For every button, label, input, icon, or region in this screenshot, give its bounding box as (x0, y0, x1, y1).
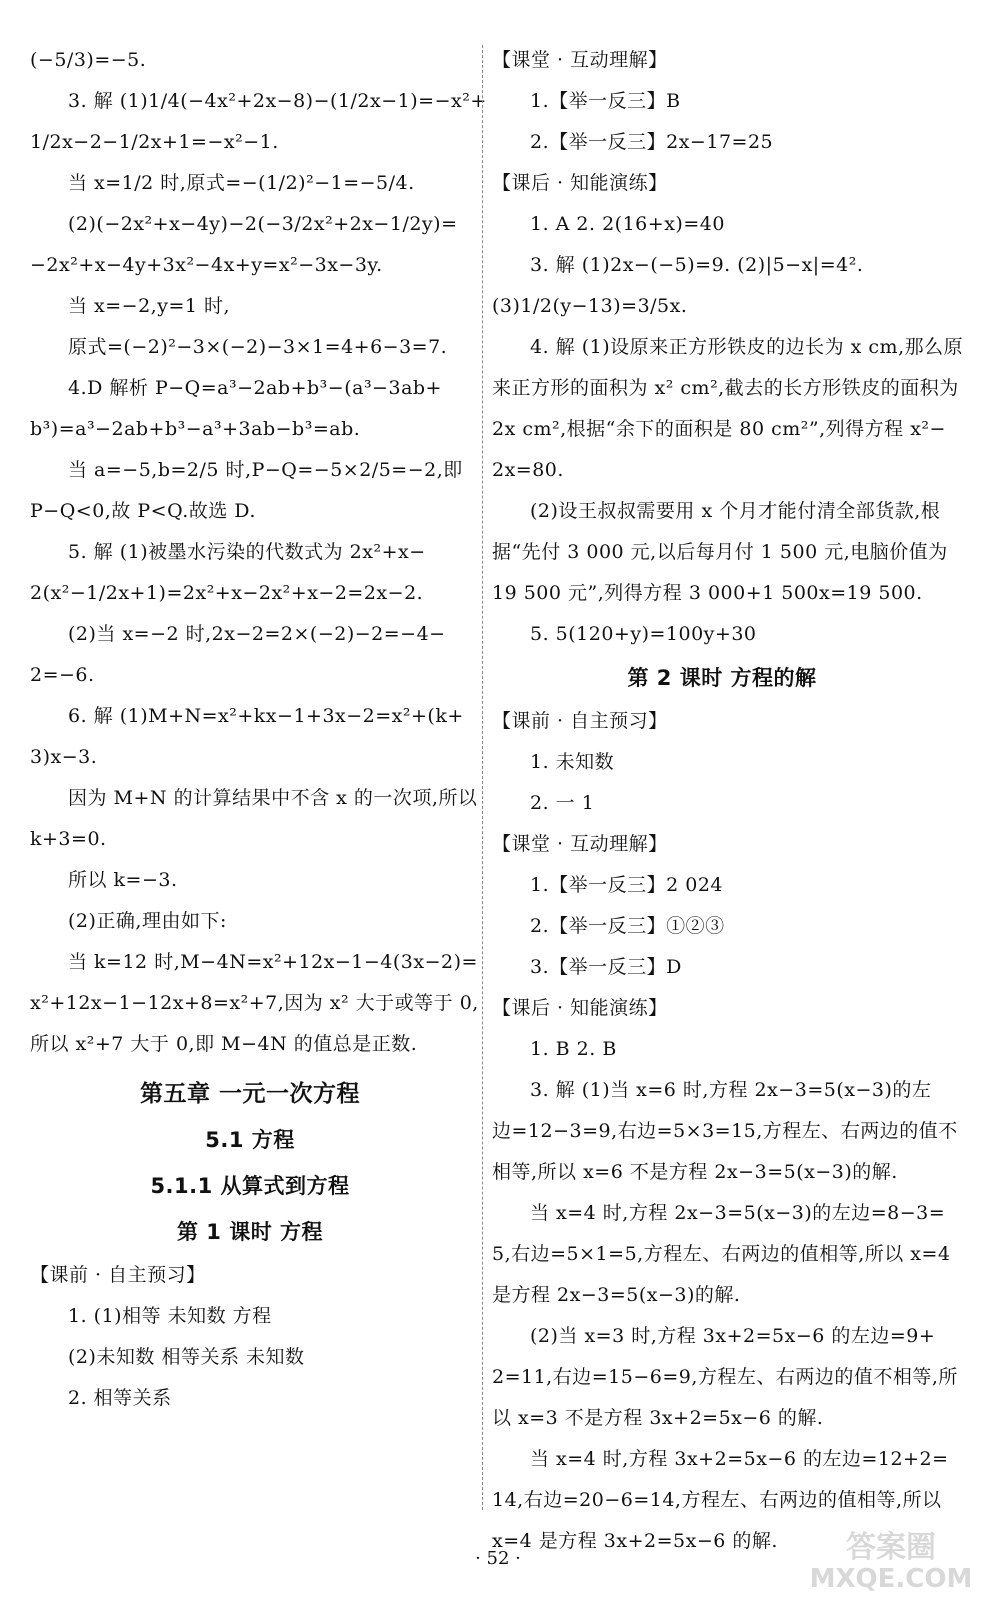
text-line: 【课后 · 知能演练】 (492, 997, 668, 1019)
section-title: 5.1 方程 (205, 1128, 295, 1152)
text-line: −2x²+x−4y+3x²−4x+y=x²−3x−3y. (30, 254, 383, 276)
text-line: 2x=80. (492, 459, 564, 481)
left-answer-lines (30, 40, 487, 1065)
text-line: 14,右边=20−6=14,方程左、右两边的值相等,所以 (492, 1489, 942, 1511)
text-line: 当 a=−5,b=2/5 时,P−Q=−5×2/5=−2,即 (68, 459, 463, 481)
text-line: 【课前 · 自主预习】 (30, 1264, 206, 1286)
text-line: 2(x²−1/2x+1)=2x²+x−2x²+x−2=2x−2. (30, 582, 424, 604)
text-line: k+3=0. (30, 828, 107, 850)
text-line: 当 x=−2,y=1 时, (68, 295, 231, 317)
chapter-title: 第五章 一元一次方程 (139, 1081, 360, 1107)
text-line: 当 x=1/2 时,原式=−(1/2)²−1=−5/4. (68, 172, 415, 194)
text-line: 边=12−3=9,右边=5×3=15,方程左、右两边的值不 (492, 1120, 958, 1142)
lesson1-title: 第 1 课时 方程 (176, 1220, 324, 1244)
text-line: 2=11,右边=15−6=9,方程左、右两边的值不相等,所 (492, 1366, 958, 1388)
text-line: x=4 是方程 3x+2=5x−6 的解. (492, 1530, 778, 1552)
text-line: 4.D 解析 P−Q=a³−2ab+b³−(a³−3ab+ (68, 377, 442, 399)
text-line: 2. 相等关系 (68, 1387, 172, 1409)
text-line: 【课堂 · 互动理解】 (492, 833, 668, 855)
text-line: 当 x=4 时,方程 2x−3=5(x−3)的左边=8−3= (530, 1202, 946, 1224)
text-line: 是方程 2x−3=5(x−3)的解. (492, 1284, 741, 1306)
lesson2-lines (492, 701, 958, 1562)
text-line: 3. 解 (1)2x−(−5)=9. (2)|5−x|=4². (530, 254, 864, 276)
watermark-logo (796, 1523, 986, 1593)
text-line: (2)当 x=−2 时,2x−2=2×(−2)−2=−4− (68, 623, 446, 645)
text-line: P−Q<0,故 P<Q.故选 D. (30, 500, 256, 522)
text-line: 1. A 2. 2(16+x)=40 (530, 213, 725, 235)
text-line: 2. 一 1 (530, 792, 595, 814)
left-column (30, 40, 487, 1559)
text-line: 2.【举一反三】2x−17=25 (530, 131, 774, 153)
watermark-text: 答案圈 (846, 1530, 936, 1565)
text-line: 当 k=12 时,M−4N=x²+12x−1−4(3x−2)= (68, 951, 478, 973)
text-line: 19 500 元”,列得方程 3 000+1 500x=19 500. (492, 582, 923, 604)
text-line: 原式=(−2)²−3×(−2)−3×1=4+6−3=7. (68, 336, 448, 358)
text-line: 5,右边=5×1=5,方程左、右两边的值相等,所以 x=4 (492, 1243, 951, 1265)
lesson2-title: 第 2 课时 方程的解 (627, 666, 817, 690)
text-line: 3. 解 (1)1/4(−4x²+2x−8)−(1/2x−1)=−x²+ (68, 90, 487, 112)
lesson1-preview-lines (30, 1255, 470, 1419)
text-line: (2)当 x=3 时,方程 3x+2=5x−6 的左边=9+ (530, 1325, 936, 1347)
subsection-title: 5.1.1 从算式到方程 (150, 1174, 350, 1198)
text-line: 4. 解 (1)设原来正方形铁皮的边长为 x cm,那么原 (530, 336, 964, 358)
right-column (492, 40, 964, 1559)
text-line: 1.【举一反三】2 024 (530, 874, 724, 896)
text-line: (2)(−2x²+x−4y)−2(−3/2x²+2x−1/2y)= (68, 213, 458, 235)
text-line: 相等,所以 x=6 不是方程 2x−3=5(x−3)的解. (492, 1161, 898, 1183)
text-line: 1/2x−2−1/2x+1=−x²−1. (30, 131, 279, 153)
text-line: 1. (1)相等 未知数 方程 (68, 1305, 272, 1327)
text-line: 3)x−3. (30, 746, 98, 768)
text-line: 1. B 2. B (530, 1038, 617, 1060)
page-number: · 52 · (475, 1548, 521, 1569)
text-line: 来正方形的面积为 x² cm²,截去的长方形铁皮的面积为 (492, 377, 959, 399)
text-line: (3)1/2(y−13)=3/5x. (492, 295, 688, 317)
text-line: 【课后 · 知能演练】 (492, 172, 668, 194)
text-line: 5. 解 (1)被墨水污染的代数式为 2x²+x− (68, 541, 426, 563)
text-line: x²+12x−1−12x+8=x²+7,因为 x² 大于或等于 0, (30, 992, 479, 1014)
lesson1-practice-lines (492, 40, 964, 655)
text-line: (2)正确,理由如下: (68, 910, 227, 932)
text-line: 6. 解 (1)M+N=x²+kx−1+3x−2=x²+(k+ (68, 705, 464, 727)
text-line: 【课前 · 自主预习】 (492, 710, 668, 732)
text-line: (2)未知数 相等关系 未知数 (68, 1346, 305, 1368)
text-line: 据“先付 3 000 元,以后每月付 1 500 元,电脑价值为 (492, 541, 948, 563)
text-line: 2=−6. (30, 664, 95, 686)
text-line: 2.【举一反三】①②③ (530, 915, 725, 937)
column-divider (482, 45, 483, 1510)
text-line: 1.【举一反三】B (530, 90, 681, 112)
text-line: 【课堂 · 互动理解】 (492, 49, 668, 71)
text-line: 因为 M+N 的计算结果中不含 x 的一次项,所以 (68, 787, 478, 809)
watermark-url: MXQE.COM (809, 1564, 973, 1593)
text-line: 所以 x²+7 大于 0,即 M−4N 的值总是正数. (30, 1033, 418, 1055)
text-line: 当 x=4 时,方程 3x+2=5x−6 的左边=12+2= (530, 1448, 949, 1470)
text-line: 3.【举一反三】D (530, 956, 682, 978)
text-line: 以 x=3 不是方程 3x+2=5x−6 的解. (492, 1407, 824, 1429)
text-line: 所以 k=−3. (68, 869, 178, 891)
text-line: 2x cm²,根据“余下的面积是 80 cm²”,列得方程 x²− (492, 418, 946, 440)
text-line: 3. 解 (1)当 x=6 时,方程 2x−3=5(x−3)的左 (530, 1079, 932, 1101)
text-line: b³)=a³−2ab+b³−a³+3ab−b³=ab. (30, 418, 361, 440)
text-line: (2)设王叔叔需要用 x 个月才能付清全部货款,根 (530, 500, 941, 522)
text-line: 5. 5(120+y)=100y+30 (530, 623, 757, 645)
text-line: 1. 未知数 (530, 751, 615, 773)
text-line: (−5/3)=−5. (30, 49, 147, 71)
